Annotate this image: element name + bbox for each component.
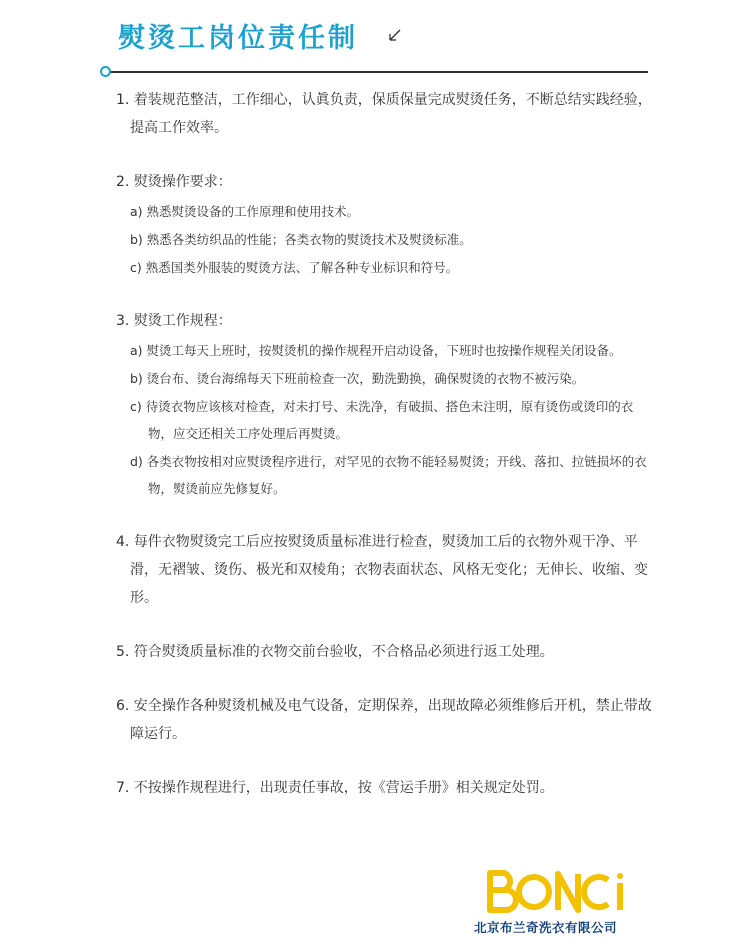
sub-item: a) 熟悉熨烫设备的工作原理和使用技术。 xyxy=(130,204,360,219)
rule-item-3 xyxy=(116,307,652,502)
rule-item-text: 6. 安全操作各种熨烫机械及电气设备，定期保养，出现故障必须维修后开机，禁止带故障运行。 xyxy=(116,698,652,742)
sub-item: b) 熟悉各类纺织品的性能；各类衣物的熨烫技术及熨烫标准。 xyxy=(130,232,472,247)
rule-item-5 xyxy=(116,638,652,666)
sub-list xyxy=(130,337,652,502)
title-divider xyxy=(106,71,648,73)
company-name: 北京布兰奇洗衣有限公司 xyxy=(474,920,618,935)
rule-item-7 xyxy=(116,774,652,802)
sub-item: c) 熟悉国类外服装的熨烫方法、了解各种专业标识和符号。 xyxy=(130,260,459,275)
sub-item: a) 熨烫工每天上班时，按熨烫机的操作规程开启动设备，下班时也按操作规程关闭设备。 xyxy=(130,343,622,358)
rule-item-4 xyxy=(116,528,652,612)
rule-item-text: 4. 每件衣物熨烫完工后应按熨烫质量标准进行检查，熨烫加工后的衣物外观干净、平滑，无褶皱、烫伤、极光和双棱角；衣物表面状态、风格无变化；无伸长、收缩、变形。 xyxy=(116,534,648,606)
page-title: 熨烫工岗位责任制 xyxy=(118,23,358,54)
rule-item-text: 3. 熨烫工作规程： xyxy=(116,313,232,329)
document-body xyxy=(116,86,652,828)
sub-item: c) 待烫衣物应该核对检查，对未打号、未洗净，有破损、搭色未注明，原有烫伤或烫印的衣物，应交还相关工序处理后再熨烫。 xyxy=(130,399,634,441)
rule-item-text: 5. 符合熨烫质量标准的衣物交前台验收，不合格品必须进行返工处理。 xyxy=(116,644,554,660)
sub-list xyxy=(130,198,652,281)
rule-item-text: 1. 着装规范整洁，工作细心，认眞负责，保质保量完成熨烫任务，不断总结实践经验，提高工作效率。 xyxy=(116,92,652,136)
rule-item-text: 7. 不按操作规程进行，出现责任事故，按《营运手册》相关规定处罚。 xyxy=(116,780,554,796)
sub-item: d) 各类衣物按相对应熨烫程序进行，对罕见的衣物不能轻易熨烫；开线、落扣、拉链损坏的衣物，熨烫前应先修复好。 xyxy=(130,454,647,496)
bonci-logo xyxy=(486,868,626,914)
brand-block xyxy=(474,868,636,935)
pencil-slash-icon xyxy=(388,28,402,42)
rule-item-6 xyxy=(116,692,652,748)
rule-item-2 xyxy=(116,168,652,281)
sub-item: b) 烫台布、烫台海绵每天下班前检查一次，勤洗勤换，确保熨烫的衣物不被污染。 xyxy=(130,371,585,386)
rule-item-text: 2. 熨烫操作要求： xyxy=(116,174,232,190)
rule-item-1 xyxy=(116,86,652,142)
divider-dot xyxy=(100,66,111,77)
